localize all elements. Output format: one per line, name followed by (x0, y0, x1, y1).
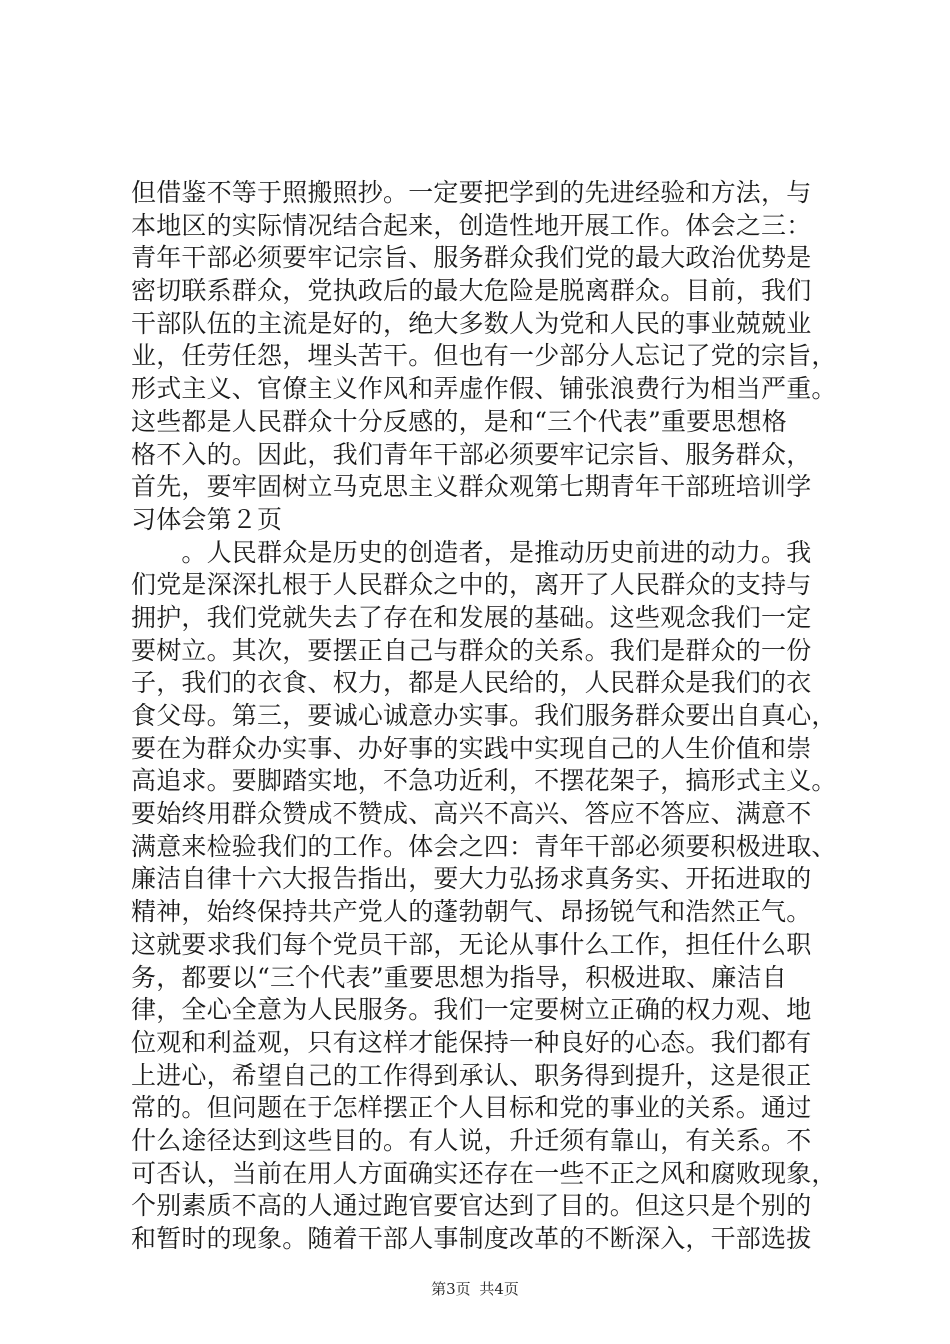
text-line: 形式主义、官僚主义作风和弄虚作假、铺张浪费行为相当严重。 (131, 374, 837, 404)
page-number: 第3页 (431, 1280, 471, 1298)
text-line: 务，都要以“三个代表”重要思想为指导，积极进取、廉洁自 (131, 962, 787, 992)
text-line: 个别素质不高的人通过跑官要官达到了目的。但这只是个别的 (131, 1191, 812, 1221)
text-line: 要始终用群众赞成不赞成、高兴不高兴、答应不答应、满意不 (131, 799, 812, 829)
page-total: 共4页 (479, 1280, 519, 1298)
text-line: 。人民群众是历史的创造者，是推动历史前进的动力。我 (131, 537, 812, 567)
text-line: 这些都是人民群众十分反感的，是和“三个代表”重要思想格 (131, 406, 787, 436)
text-line: 要树立。其次，要摆正自己与群众的关系。我们是群众的一份 (131, 635, 812, 665)
text-line: 习体会第２页 (131, 504, 283, 534)
text-line: 青年干部必须要牢记宗旨、服务群众我们党的最大政治优势是 (131, 243, 812, 273)
text-line: 拥护，我们党就失去了存在和发展的基础。这些观念我们一定 (131, 602, 812, 632)
text-line: 廉洁自律十六大报告指出，要大力弘扬求真务实、开拓进取的 (131, 864, 812, 894)
text-line: 子，我们的衣食、权力，都是人民给的，人民群众是我们的衣 (131, 668, 812, 698)
text-line: 格不入的。因此，我们青年干部必须要牢记宗旨、服务群众， (131, 439, 812, 469)
text-line: 位观和利益观，只有这样才能保持一种良好的心态。我们都有 (131, 1027, 812, 1057)
text-line: 满意来检验我们的工作。体会之四：青年干部必须要积极进取、 (131, 831, 837, 861)
text-line: 但借鉴不等于照搬照抄。一定要把学到的先进经验和方法，与 (131, 178, 812, 207)
page-footer (0, 1279, 950, 1299)
text-line: 密切联系群众，党执政后的最大危险是脱离群众。目前，我们 (131, 276, 812, 306)
text-line: 这就要求我们每个党员干部，无论从事什么工作，担任什么职 (131, 929, 812, 959)
text-line: 业，任劳任怨，埋头苦干。但也有一少部分人忘记了党的宗旨， (131, 341, 837, 371)
text-line: 高追求。要脚踏实地，不急功近利，不摆花架子，搞形式主义。 (131, 766, 837, 796)
text-line: 常的。但问题在于怎样摆正个人目标和党的事业的关系。通过 (131, 1093, 812, 1123)
text-line: 们党是深深扎根于人民群众之中的，离开了人民群众的支持与 (131, 570, 812, 600)
text-line: 和暂时的现象。随着干部人事制度改革的不断深入，干部选拔 (131, 1224, 812, 1253)
text-line: 首先，要牢固树立马克思主义群众观第七期青年干部班培训学 (131, 472, 812, 502)
text-line: 要在为群众办实事、办好事的实践中实现自己的人生价值和崇 (131, 733, 812, 763)
text-line: 可否认，当前在用人方面确实还存在一些不正之风和腐败现象， (131, 1158, 837, 1188)
text-line: 什么途径达到这些目的。有人说，升迁须有靠山，有关系。不 (131, 1125, 812, 1155)
text-line: 律，全心全意为人民服务。我们一定要树立正确的权力观、地 (131, 995, 812, 1025)
document-body (131, 177, 837, 1256)
text-line: 干部队伍的主流是好的，绝大多数人为党和人民的事业兢兢业 (131, 308, 812, 338)
text-line: 精神，始终保持共产党人的蓬勃朝气、昂扬锐气和浩然正气。 (131, 897, 812, 927)
text-line: 本地区的实际情况结合起来，创造性地开展工作。体会之三： (131, 210, 812, 240)
text-line: 食父母。第三，要诚心诚意办实事。我们服务群众要出自真心， (131, 701, 837, 730)
text-line: 上进心，希望自己的工作得到承认、职务得到提升，这是很正 (131, 1060, 812, 1090)
